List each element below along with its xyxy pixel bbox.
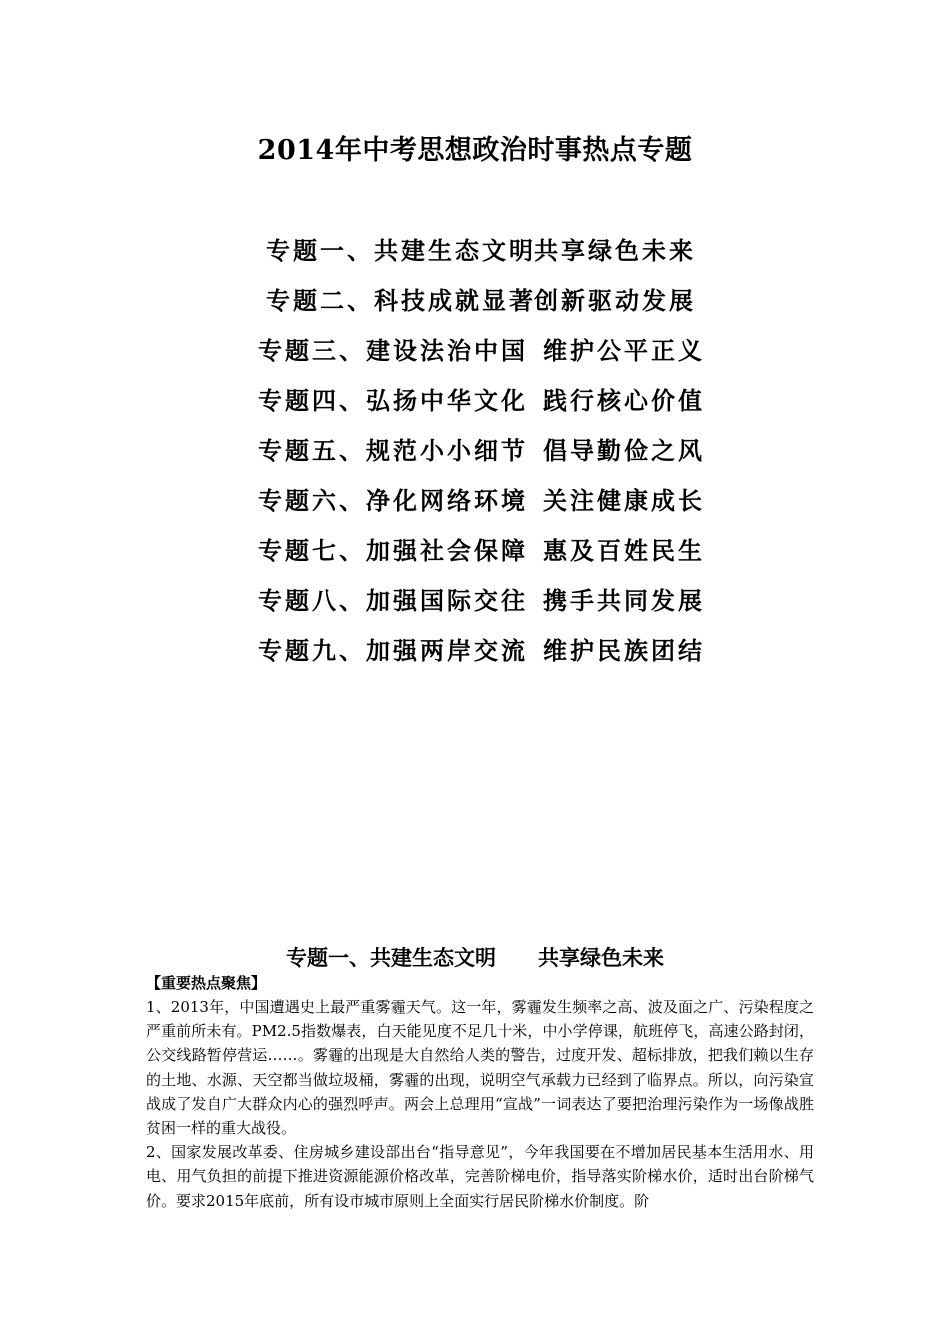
topic-heading: 专题六、净化网络环境 <box>258 486 528 515</box>
section-title-main: 专题一、共建生态文明 <box>286 945 496 970</box>
topic-subheading: 共享绿色未来 <box>534 236 696 265</box>
topic-heading: 专题九、加强两岸交流 <box>258 636 528 665</box>
topic-list-item <box>0 476 950 526</box>
body-paragraph: 1、2013年，中国遭遇史上最严重雾霾天气。这一年，雾霾发生频率之高、波及面之广、污染程度之严重前所未有。PM2.5指数爆表，白天能见度不足几十米，中小学停课，航班停飞，高速公路封闭，公交线路暂停营运……。雾霾的出现是大自然给人类的警告，过度开发、超标排放，把我们赖以生存的土地、水源、天空都当做垃圾桶，雾霾的出现，说明空气承载力已经到了临界点。所以，向污染宣战成了发自广大群众内心的强烈呼声。两会上总理用“宣战”一词表达了要把治理污染作为一场像战胜贫困一样的重大战役。 <box>146 998 814 1138</box>
topic-subheading: 携手共同发展 <box>543 586 705 615</box>
topic-list-item <box>0 226 950 276</box>
topic-heading: 专题八、加强国际交往 <box>258 586 528 615</box>
topic-list <box>0 226 950 676</box>
topic-heading: 专题七、加强社会保障 <box>258 536 528 565</box>
page-title: 2014年中考思想政治时事热点专题 <box>257 135 693 166</box>
topic-list-item <box>0 426 950 476</box>
topic-subheading: 倡导勤俭之风 <box>543 436 705 465</box>
section-title-sub: 共享绿色未来 <box>538 945 664 970</box>
topic-list-item <box>0 326 950 376</box>
topic-subheading: 创新驱动发展 <box>534 286 696 315</box>
body-paragraph: 2、国家发展改革委、住房城乡建设部出台“指导意见”，今年我国要在不增加居民基本生活用水、用电、用气负担的前提下推进资源能源价格改革，完善阶梯电价，指导落实阶梯水价，适时出台阶梯气价。要求2015年底前，所有设市城市原则上全面实行居民阶梯水价制度。阶 <box>146 1143 814 1210</box>
topic-heading: 专题二、科技成就显著 <box>266 286 536 315</box>
topic-list-item <box>0 576 950 626</box>
topic-heading: 专题一、共建生态文明 <box>266 236 536 265</box>
topic-subheading: 关注健康成长 <box>543 486 705 515</box>
topic-subheading: 惠及百姓民生 <box>543 536 705 565</box>
topic-heading: 专题三、建设法治中国 <box>258 336 528 365</box>
topic-subheading: 维护民族团结 <box>543 636 705 665</box>
topic-heading: 专题五、规范小小细节 <box>258 436 528 465</box>
topic-list-item <box>0 276 950 326</box>
topic-list-item <box>0 526 950 576</box>
topic-list-item <box>0 626 950 676</box>
topic-heading: 专题四、弘扬中华文化 <box>258 386 528 415</box>
topic-subheading: 践行核心价值 <box>543 386 705 415</box>
topic-subheading: 维护公平正义 <box>543 336 705 365</box>
section-title <box>0 942 950 972</box>
section-body <box>146 995 814 1213</box>
topic-list-item <box>0 376 950 426</box>
hotspot-label: 【重要热点聚焦】 <box>146 974 267 992</box>
